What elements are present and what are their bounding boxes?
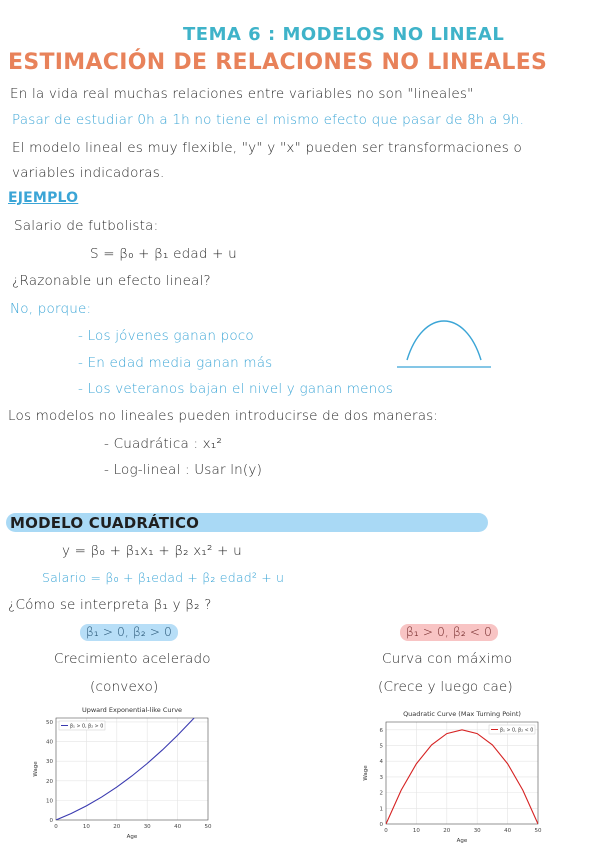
concave-title: Curva con máximo: [382, 651, 513, 667]
chart-title: Quadratic Curve (Max Turning Point): [403, 710, 521, 718]
y-tick-label: 6: [379, 727, 383, 734]
example-heading: EJEMPLO: [8, 190, 79, 206]
x-tick-label: 10: [82, 824, 90, 830]
intro-line-4: variables indicadoras.: [12, 165, 165, 181]
answer-intro: No, porque:: [10, 301, 92, 317]
salary-label: Salario de futbolista:: [14, 218, 159, 234]
intro-line-3: El modelo lineal es muy flexible, "y" y "x" pueden ser transformaciones o: [12, 140, 522, 156]
reason-item: - Los jóvenes ganan poco: [78, 328, 254, 344]
y-tick-label: 5: [379, 743, 383, 750]
linear-question: ¿Razonable un efecto lineal?: [12, 273, 211, 289]
y-axis-label: Wage: [33, 761, 39, 777]
inverted-u-sketch: [395, 312, 495, 374]
y-tick-label: 1: [379, 806, 383, 813]
convex-curve-chart: [30, 702, 216, 840]
concave-badge: β₁ > 0, β₂ < 0: [400, 624, 498, 641]
convex-subtitle: (convexo): [90, 679, 159, 695]
plot-frame: [386, 722, 538, 824]
convex-badge: β₁ > 0, β₂ > 0: [80, 624, 178, 641]
plot-frame: [56, 718, 208, 820]
section-title: MODELO CUADRÁTICO: [10, 514, 200, 532]
y-tick-label: 10: [46, 798, 53, 805]
salary-formula: S = β₀ + β₁ edad + u: [90, 246, 237, 262]
y-axis-label: Wage: [363, 765, 369, 781]
y-tick-label: 0: [49, 818, 53, 824]
x-tick-label: 30: [143, 824, 151, 830]
legend-label: β₁ > 0, β₂ > 0: [70, 724, 104, 730]
legend-label: β₁ > 0, β₂ < 0: [500, 728, 534, 734]
x-tick-label: 20: [443, 828, 451, 834]
y-tick-label: 30: [46, 759, 53, 766]
y-tick-label: 3: [379, 774, 383, 781]
nonlinear-intro: Los modelos no lineales pueden introducirse de dos maneras:: [8, 408, 439, 424]
reason-item: - Los veteranos bajan el nivel y ganan menos: [78, 381, 394, 397]
nonlinear-item: - Log-lineal : Usar ln(y): [104, 462, 263, 478]
x-tick-label: 20: [113, 824, 121, 830]
convex-title: Crecimiento acelerado: [54, 651, 211, 667]
y-tick-label: 0: [379, 822, 383, 828]
x-axis-label: Age: [456, 838, 468, 844]
y-tick-label: 4: [379, 759, 383, 766]
x-tick-label: 40: [504, 828, 512, 834]
interpretation-question: ¿Cómo se interpreta β₁ y β₂ ?: [8, 597, 212, 613]
intro-line-1: En la vida real muchas relaciones entre variables no son "lineales": [10, 86, 474, 102]
x-tick-label: 50: [534, 828, 542, 834]
x-tick-label: 30: [473, 828, 481, 834]
x-tick-label: 50: [204, 824, 212, 830]
page-title: ESTIMACIÓN DE RELACIONES NO LINEALES: [8, 50, 548, 75]
x-axis-label: Age: [126, 834, 138, 840]
concave-subtitle: (Crece y luego cae): [378, 679, 513, 695]
y-tick-label: 2: [379, 790, 383, 797]
y-tick-label: 40: [46, 739, 53, 746]
x-tick-label: 0: [384, 828, 388, 834]
intro-line-2: Pasar de estudiar 0h a 1h no tiene el mismo efecto que pasar de 8h a 9h.: [12, 112, 525, 128]
x-tick-label: 40: [174, 824, 182, 830]
concave-curve-chart: [360, 706, 546, 844]
x-tick-label: 0: [54, 824, 58, 830]
y-tick-label: 50: [46, 719, 53, 726]
salary-quadratic-formula: Salario = β₀ + β₁edad + β₂ edad² + u: [42, 570, 285, 585]
nonlinear-item: - Cuadrática : x₁²: [104, 436, 223, 452]
topic-title: TEMA 6 : MODELOS NO LINEAL: [183, 24, 505, 45]
quadratic-formula: y = β₀ + β₁x₁ + β₂ x₁² + u: [62, 543, 242, 559]
reason-item: - En edad media ganan más: [78, 355, 273, 371]
x-tick-label: 10: [412, 828, 420, 834]
y-tick-label: 20: [46, 778, 53, 785]
chart-title: Upward Exponential-like Curve: [81, 706, 183, 714]
